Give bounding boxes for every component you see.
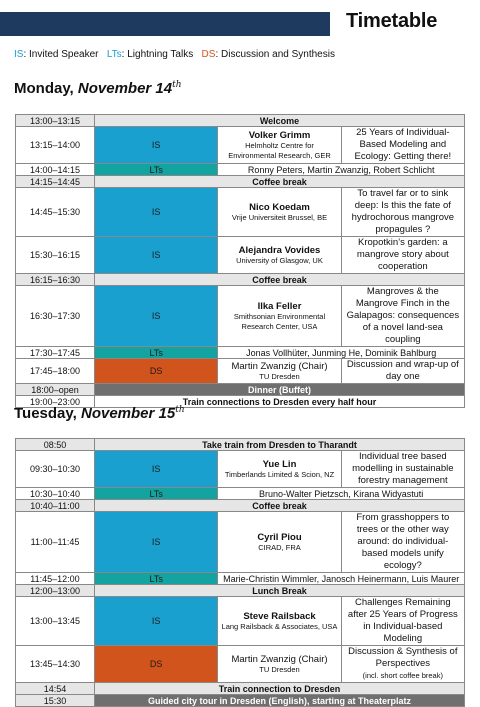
schedule-row bbox=[16, 573, 465, 585]
speaker-affiliation: Smithsonian Environmental Research Center, USA bbox=[233, 311, 326, 331]
talk-title: Mangroves & the Mangrove Finch in the Galapagos: consequences of a novel land-sea coupling bbox=[346, 286, 460, 345]
event-cell: Coffee break bbox=[95, 176, 465, 188]
speaker-cell bbox=[218, 237, 341, 274]
talk-title-cell bbox=[341, 188, 464, 237]
schedule-row bbox=[16, 164, 465, 176]
schedule-row bbox=[16, 695, 465, 707]
session-tag: DS bbox=[95, 359, 218, 384]
legend-lt-abbr: LTs bbox=[106, 49, 122, 60]
speaker-name: Yue Lin bbox=[262, 458, 297, 470]
time-cell: 13:15–14:00 bbox=[16, 127, 95, 164]
time-cell: 18:00–open bbox=[16, 384, 95, 396]
time-cell: 09:30–10:30 bbox=[16, 451, 95, 488]
time-cell: 13:00–13:45 bbox=[16, 597, 95, 646]
time-cell: 10:40–11:00 bbox=[16, 500, 95, 512]
speaker-cell bbox=[218, 451, 341, 488]
legend-is-text: : Invited Speaker bbox=[23, 49, 99, 60]
session-tag: IS bbox=[95, 597, 218, 646]
session-tag: LTs bbox=[95, 573, 218, 585]
speaker-name: Nico Koedam bbox=[249, 201, 310, 213]
header-bar bbox=[0, 12, 330, 36]
talk-title: Discussion & Synthesis of Perspectives bbox=[348, 646, 458, 669]
time-cell: 11:00–11:45 bbox=[16, 512, 95, 573]
legend-lt-text: : Lightning Talks bbox=[121, 49, 194, 60]
session-tag: IS bbox=[95, 188, 218, 237]
time-cell: 15:30–16:15 bbox=[16, 237, 95, 274]
tuesday-schedule-table bbox=[15, 438, 465, 707]
time-cell: 14:15–14:45 bbox=[16, 176, 95, 188]
talk-title-cell bbox=[341, 512, 464, 573]
time-cell: 12:00–13:00 bbox=[16, 585, 95, 597]
talk-title-cell bbox=[341, 237, 464, 274]
speaker-name: Cyril Piou bbox=[257, 531, 302, 543]
legend-ds-text: : Discussion and Synthesis bbox=[215, 49, 335, 60]
speaker-affiliation: TU Dresden bbox=[259, 664, 300, 674]
highlight-event-cell: Dinner (Buffet) bbox=[95, 384, 465, 396]
speaker-cell bbox=[218, 359, 341, 384]
speaker-affiliation: Timberlands Limited & Scion, NZ bbox=[224, 469, 335, 479]
session-tag: IS bbox=[95, 286, 218, 347]
schedule-row bbox=[16, 115, 465, 127]
lightning-speakers-cell: Jonas Vollhüter, Junming He, Dominik Bahlburg bbox=[218, 347, 465, 359]
talk-note: (incl. short coffee break) bbox=[362, 671, 443, 680]
schedule-row bbox=[16, 347, 465, 359]
event-cell: Lunch Break bbox=[95, 585, 465, 597]
legend-ds-abbr: DS bbox=[201, 49, 216, 60]
speaker-cell bbox=[218, 127, 341, 164]
speaker-name: Ilka Feller bbox=[257, 300, 302, 312]
speaker-affiliation: Helmholtz Centre for Environmental Research, GER bbox=[228, 140, 331, 160]
speaker-name: Alejandra Vovides bbox=[238, 244, 321, 256]
schedule-row bbox=[16, 127, 465, 164]
talk-title-cell bbox=[341, 359, 464, 384]
day-heading-tuesday bbox=[14, 405, 185, 422]
time-cell: 17:30–17:45 bbox=[16, 347, 95, 359]
time-cell: 08:50 bbox=[16, 439, 95, 451]
time-cell: 10:30–10:40 bbox=[16, 488, 95, 500]
lightning-speakers-cell: Ronny Peters, Martin Zwanzig, Robert Schlicht bbox=[218, 164, 465, 176]
speaker-name: Steve Railsback bbox=[243, 610, 316, 622]
talk-title-cell bbox=[341, 597, 464, 646]
session-tag: LTs bbox=[95, 488, 218, 500]
schedule-row bbox=[16, 176, 465, 188]
schedule-row bbox=[16, 500, 465, 512]
legend bbox=[14, 49, 335, 60]
talk-title: 25 Years of Individual-Based Modeling and Ecology: Getting there! bbox=[354, 127, 452, 162]
session-tag: LTs bbox=[95, 347, 218, 359]
talk-title: Challenges Remaining after 25 Years of Progress in Individual-based Modeling bbox=[347, 597, 458, 644]
time-cell: 14:45–15:30 bbox=[16, 188, 95, 237]
talk-title: Discussion and wrap-up of day one bbox=[346, 359, 459, 382]
session-tag: IS bbox=[95, 127, 218, 164]
schedule-row bbox=[16, 451, 465, 488]
schedule-row bbox=[16, 286, 465, 347]
event-cell: Train connection to Dresden bbox=[95, 683, 465, 695]
schedule-row bbox=[16, 683, 465, 695]
day-suffix: th bbox=[175, 405, 185, 415]
schedule-row bbox=[16, 274, 465, 286]
schedule-row bbox=[16, 439, 465, 451]
speaker-cell bbox=[218, 188, 341, 237]
schedule-row bbox=[16, 488, 465, 500]
speaker-cell bbox=[218, 597, 341, 646]
schedule-row bbox=[16, 597, 465, 646]
talk-title-cell bbox=[341, 127, 464, 164]
session-tag: DS bbox=[95, 646, 218, 683]
speaker-name: Martin Zwanzig (Chair) bbox=[231, 360, 328, 372]
speaker-affiliation: Vrije Universiteit Brussel, BE bbox=[231, 212, 328, 222]
speaker-affiliation: University of Glasgow, UK bbox=[236, 255, 323, 265]
highlight-event-cell: Guided city tour in Dresden (English), starting at Theaterplatz bbox=[95, 695, 465, 707]
event-cell: Coffee break bbox=[95, 500, 465, 512]
session-tag: LTs bbox=[95, 164, 218, 176]
talk-title: Kropotkin’s garden: a mangrove story about cooperation bbox=[356, 237, 449, 272]
day-prefix: Monday, bbox=[14, 80, 74, 97]
talk-title: To travel far or to sink deep: Is this the fate of hydrochorous mangrove propagules ? bbox=[351, 188, 455, 235]
speaker-affiliation: CIRAD, FRA bbox=[258, 542, 301, 552]
event-cell: Welcome bbox=[95, 115, 465, 127]
talk-title-cell bbox=[341, 451, 464, 488]
day-suffix: th bbox=[172, 80, 182, 90]
schedule-row bbox=[16, 188, 465, 237]
speaker-cell bbox=[218, 512, 341, 573]
monday-schedule-table bbox=[15, 114, 465, 408]
time-cell: 11:45–12:00 bbox=[16, 573, 95, 585]
time-cell: 13:00–13:15 bbox=[16, 115, 95, 127]
time-cell: 15:30 bbox=[16, 695, 95, 707]
time-cell: 14:00–14:15 bbox=[16, 164, 95, 176]
speaker-cell bbox=[218, 286, 341, 347]
session-tag: IS bbox=[95, 451, 218, 488]
time-cell: 16:30–17:30 bbox=[16, 286, 95, 347]
schedule-row bbox=[16, 585, 465, 597]
event-cell: Take train from Dresden to Tharandt bbox=[95, 439, 465, 451]
speaker-affiliation: Lang Railsback & Associates, USA bbox=[221, 621, 338, 631]
event-cell: Train connections to Dresden every half hour bbox=[95, 396, 465, 408]
schedule-row bbox=[16, 384, 465, 396]
day-date: November 14 bbox=[77, 80, 173, 97]
day-date: November 15 bbox=[80, 405, 176, 422]
schedule-row bbox=[16, 359, 465, 384]
time-cell: 13:45–14:30 bbox=[16, 646, 95, 683]
lightning-speakers-cell: Bruno-Walter Pietzsch, Kirana Widyastuti bbox=[218, 488, 465, 500]
event-cell: Coffee break bbox=[95, 274, 465, 286]
day-prefix: Tuesday, bbox=[14, 405, 77, 422]
legend-is-abbr: IS bbox=[14, 49, 24, 60]
talk-title-cell bbox=[341, 286, 464, 347]
speaker-name: Volker Grimm bbox=[248, 129, 311, 141]
schedule-row bbox=[16, 512, 465, 573]
time-cell: 14:54 bbox=[16, 683, 95, 695]
lightning-speakers-cell: Marie-Christin Wimmler, Janosch Heinermann, Luis Maurer bbox=[218, 573, 465, 585]
session-tag: IS bbox=[95, 237, 218, 274]
speaker-affiliation: TU Dresden bbox=[259, 371, 300, 381]
speaker-name: Martin Zwanzig (Chair) bbox=[231, 653, 328, 665]
session-tag: IS bbox=[95, 512, 218, 573]
schedule-row bbox=[16, 237, 465, 274]
talk-title: Individual tree based modelling in sustainable forestry management bbox=[352, 451, 454, 486]
time-cell: 16:15–16:30 bbox=[16, 274, 95, 286]
time-cell: 19:00–23:00 bbox=[16, 396, 95, 408]
day-heading-monday bbox=[14, 80, 182, 97]
talk-title: From grasshoppers to trees or the other way around: do individual-based models unify ecology? bbox=[356, 512, 450, 571]
time-cell: 17:45–18:00 bbox=[16, 359, 95, 384]
page-title: Timetable bbox=[346, 10, 438, 32]
